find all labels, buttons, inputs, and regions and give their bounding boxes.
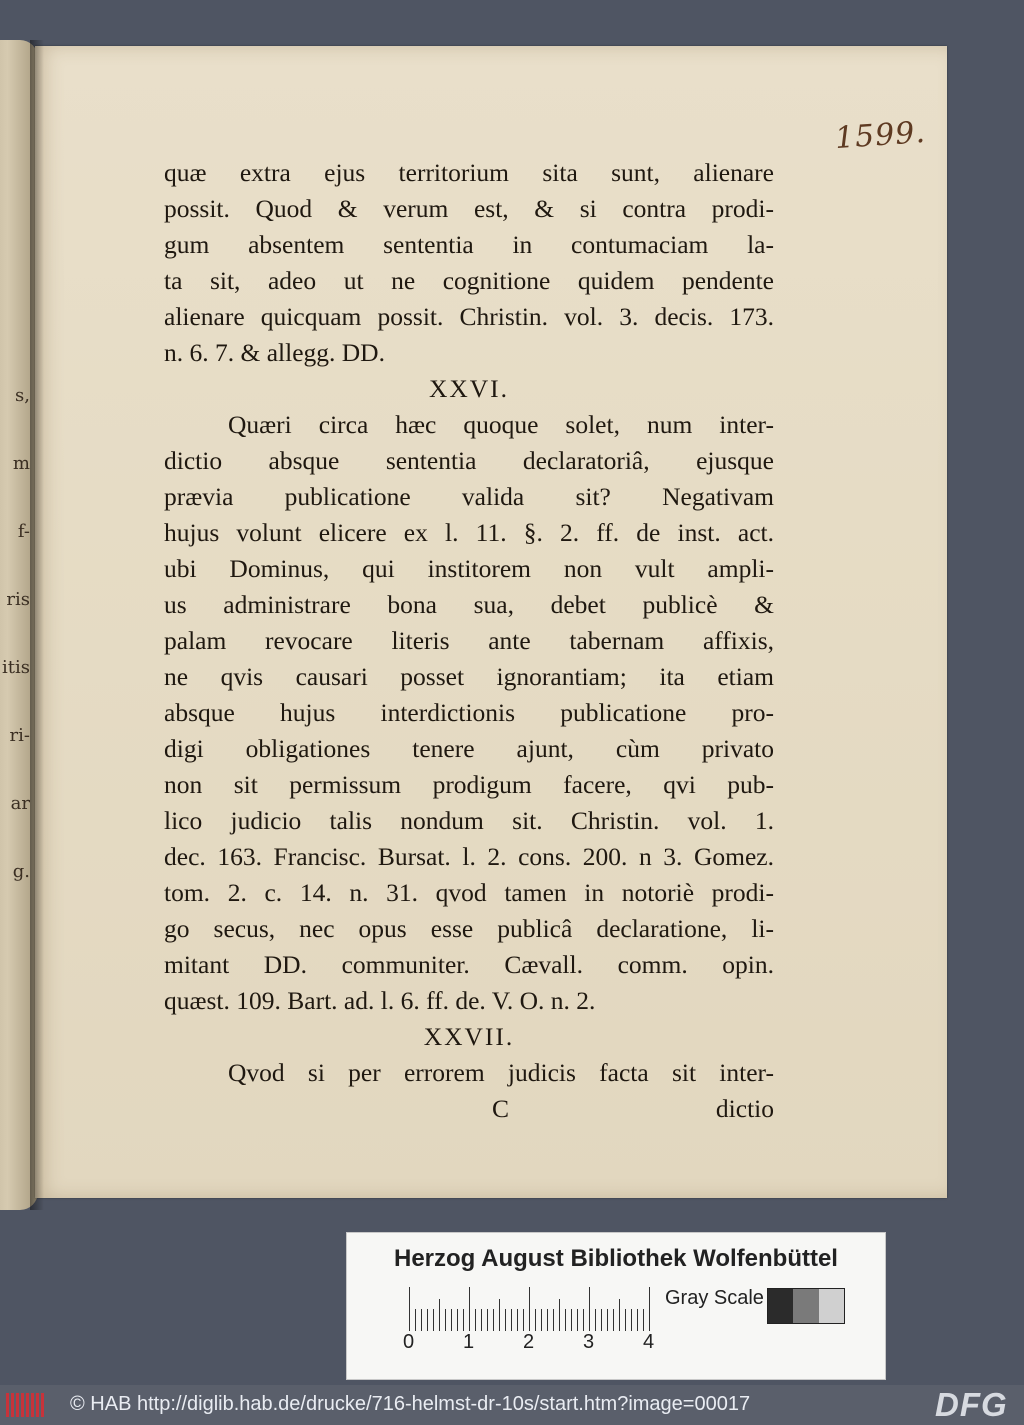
margin-fragment: f- xyxy=(17,521,30,542)
ruler-tick xyxy=(625,1309,626,1331)
gray-swatch xyxy=(819,1289,844,1323)
text-line: ne qvis causari posset ignorantiam; ita etiam xyxy=(164,662,774,691)
ruler-number: 3 xyxy=(583,1331,595,1353)
ruler-tick xyxy=(577,1309,578,1331)
ruler-tick xyxy=(553,1309,554,1331)
margin-fragment: ar xyxy=(10,793,30,814)
text-line: gum absentem sententia in contumaciam la- xyxy=(164,230,774,259)
ruler-number: 1 xyxy=(463,1331,475,1353)
page-text xyxy=(164,155,774,1127)
ruler-tick xyxy=(559,1299,560,1331)
gray-scale-swatches xyxy=(767,1288,845,1324)
section-heading: XXVII. xyxy=(423,1022,515,1051)
ruler-tick xyxy=(547,1309,548,1331)
ruler-tick xyxy=(463,1309,464,1331)
margin-fragment: ris xyxy=(6,589,30,610)
gray-swatch xyxy=(768,1289,793,1323)
margin-fragment: ri- xyxy=(9,725,30,746)
text-line: dictio absque sententia declaratoriâ, ejusque xyxy=(164,446,774,475)
ruler-number: 4 xyxy=(643,1331,655,1353)
text-line: palam revocare literis ante tabernam affixis, xyxy=(164,626,774,655)
gray-swatch xyxy=(793,1289,818,1323)
ruler-tick xyxy=(637,1309,638,1331)
dfg-logo: DFG xyxy=(935,1386,1008,1423)
ruler-tick xyxy=(445,1309,446,1331)
ruler-tick xyxy=(421,1309,422,1331)
ruler-tick xyxy=(451,1309,452,1331)
catchword: dictio xyxy=(715,1094,774,1123)
text-line: absque hujus interdictionis publicatione pro- xyxy=(164,698,774,727)
ruler-tick xyxy=(511,1309,512,1331)
text-line: ubi Dominus, qui institorem non vult ampli- xyxy=(164,554,774,583)
ruler-tick xyxy=(595,1309,596,1331)
ruler-tick xyxy=(601,1309,602,1331)
text-line: quæ extra ejus territorium sita sunt, alienare xyxy=(164,158,774,187)
ruler-tick xyxy=(481,1309,482,1331)
ruler-tick xyxy=(571,1309,572,1331)
ruler-tick xyxy=(499,1299,500,1331)
ruler-tick xyxy=(523,1309,524,1331)
text-line: hujus volunt elicere ex l. 11. §. 2. ff. de inst. act. xyxy=(164,518,774,547)
ruler-tick xyxy=(583,1309,584,1331)
text-line: alienare quicquam possit. Christin. vol. 3. decis. 173. xyxy=(164,302,774,331)
ruler-tick xyxy=(535,1309,536,1331)
ruler-tick xyxy=(505,1309,506,1331)
text-line: dec. 163. Francisc. Bursat. l. 2. cons. 200. n 3. Gomez. xyxy=(164,842,774,871)
text-line: digi obligationes tenere ajunt, cùm privato xyxy=(164,734,774,763)
text-line: Qvod si per errorem judicis facta sit inter- xyxy=(228,1058,774,1087)
gray-scale-label: Gray Scale xyxy=(665,1287,764,1309)
text-line: Quæri circa hæc quoque solet, num inter- xyxy=(228,410,774,439)
text-line: possit. Quod & verum est, & si contra prodi- xyxy=(164,194,774,223)
ruler-tick xyxy=(439,1299,440,1331)
ruler-tick xyxy=(409,1287,410,1331)
ruler-tick xyxy=(631,1309,632,1331)
ruler-tick xyxy=(433,1309,434,1331)
ruler-tick xyxy=(649,1287,650,1331)
signature-mark: C xyxy=(492,1094,511,1123)
margin-fragment: g. xyxy=(12,861,30,882)
ruler-tick xyxy=(619,1299,620,1331)
ruler-tick xyxy=(589,1287,590,1331)
text-line: us administrare bona sua, debet publicè & xyxy=(164,590,774,619)
text-line: ta sit, adeo ut ne cognitione quidem pendente xyxy=(164,266,774,295)
ruler-tick xyxy=(541,1309,542,1331)
copyright-link[interactable]: © HAB http://diglib.hab.de/drucke/716-helmst-dr-10s/start.htm?image=00017 xyxy=(70,1393,751,1415)
library-title: Herzog August Bibliothek Wolfenbüttel xyxy=(394,1245,838,1272)
text-line: lico judicio talis nondum sit. Christin. vol. 1. xyxy=(164,806,774,835)
ruler-numbers xyxy=(403,1331,673,1359)
text-line: tom. 2. c. 14. n. 31. qvod tamen in notoriè prodi- xyxy=(164,878,774,907)
text-line: mitant DD. communiter. Cævall. comm. opin. xyxy=(164,950,774,979)
ruler-tick xyxy=(643,1309,644,1331)
facing-page-margin-text xyxy=(0,380,30,940)
color-target xyxy=(346,1232,886,1380)
ruler-tick xyxy=(517,1309,518,1331)
ruler-number: 0 xyxy=(403,1331,415,1353)
ruler-tick xyxy=(475,1309,476,1331)
ruler-tick xyxy=(607,1309,608,1331)
text-line: quæst. 109. Bart. ad. l. 6. ff. de. V. O. n. 2. xyxy=(164,986,596,1015)
section-heading: XXVI. xyxy=(428,374,510,403)
folio-number: 1599. xyxy=(833,114,928,157)
text-line: prævia publicatione valida sit? Negativam xyxy=(164,482,774,511)
ruler-tick xyxy=(529,1287,530,1331)
gutter-shadow xyxy=(30,40,44,1210)
barcode-icon xyxy=(6,1393,44,1417)
margin-fragment: m xyxy=(12,453,30,474)
footer-bar xyxy=(0,1385,1024,1425)
ruler-number: 2 xyxy=(523,1331,535,1353)
ruler-tick xyxy=(469,1287,470,1331)
margin-fragment: s, xyxy=(15,385,30,406)
catch-line xyxy=(164,1091,774,1127)
ruler-tick xyxy=(457,1309,458,1331)
ruler-scale xyxy=(409,1287,659,1331)
ruler-tick xyxy=(415,1309,416,1331)
margin-fragment: itis xyxy=(2,657,30,678)
ruler-tick xyxy=(613,1309,614,1331)
ruler-tick xyxy=(565,1309,566,1331)
text-line: non sit permissum prodigum facere, qvi pub- xyxy=(164,770,774,799)
text-line: n. 6. 7. & allegg. DD. xyxy=(164,338,385,367)
ruler-tick xyxy=(493,1309,494,1331)
text-line: go secus, nec opus esse publicâ declaratione, li- xyxy=(164,914,774,943)
ruler-tick xyxy=(487,1309,488,1331)
ruler-tick xyxy=(427,1309,428,1331)
